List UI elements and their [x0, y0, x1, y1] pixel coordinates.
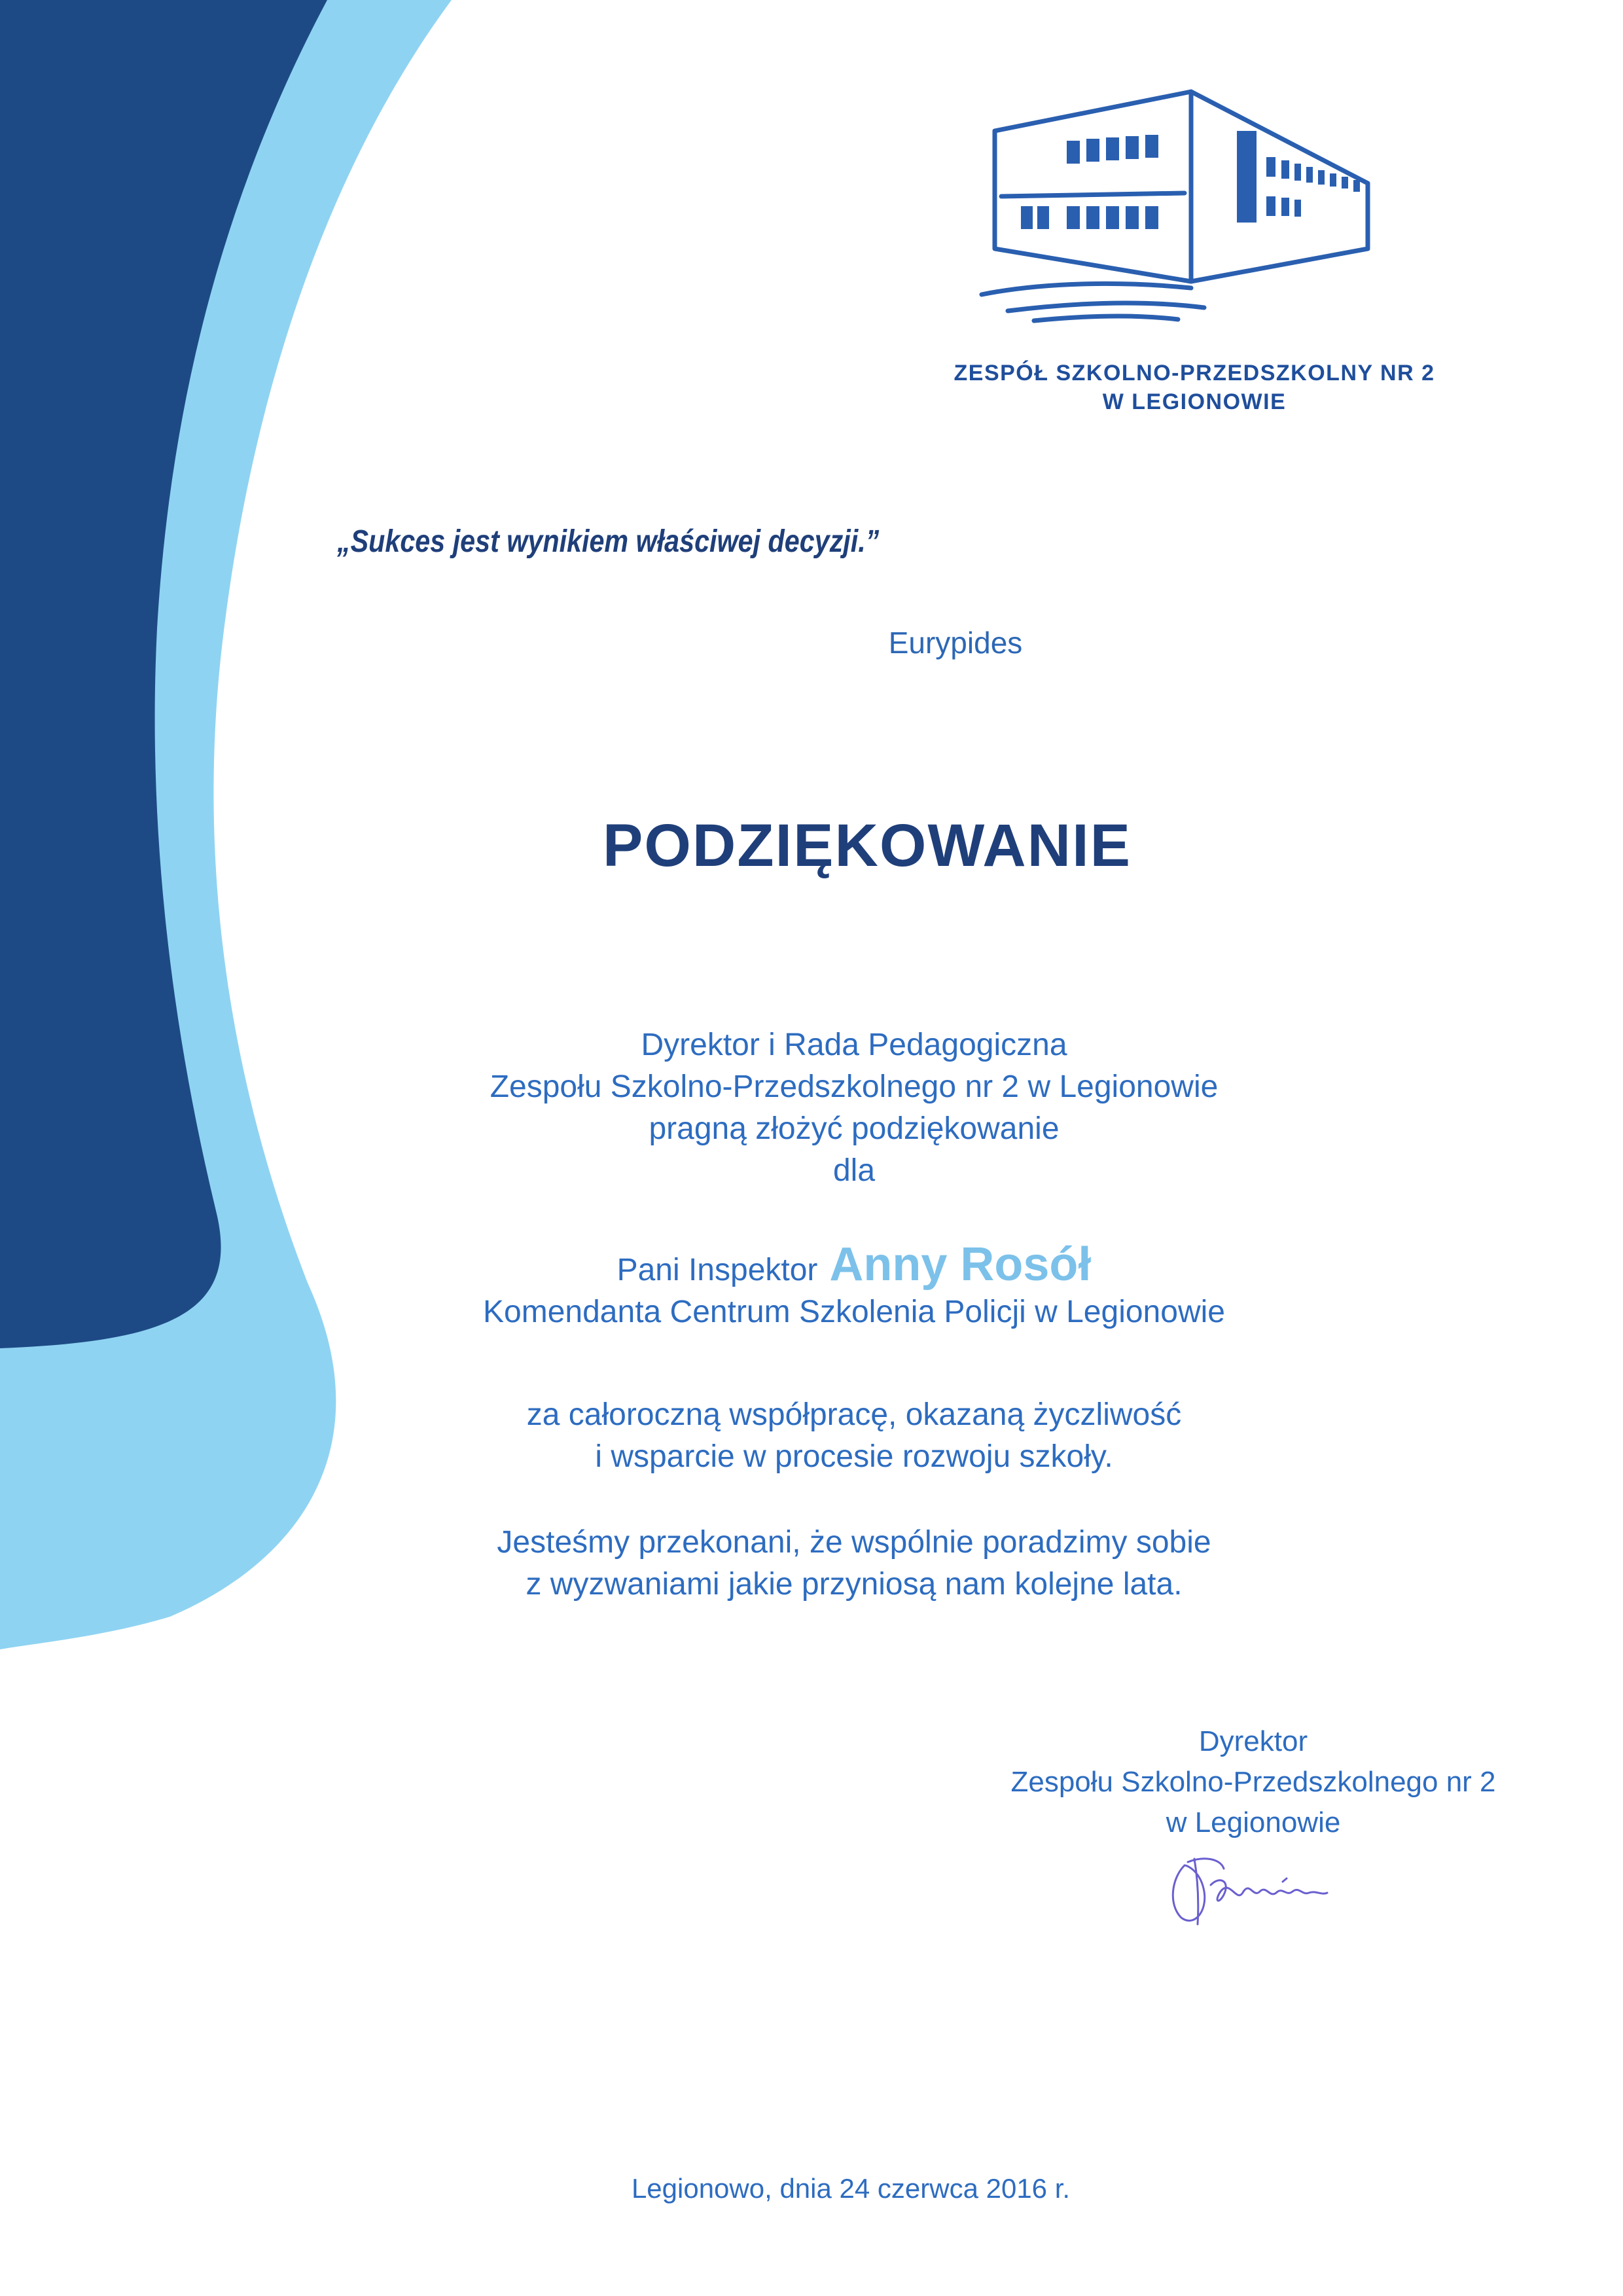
school-name-line1: ZESPÓŁ SZKOLNO-PRZEDSZKOLNY NR 2: [954, 361, 1435, 386]
quote-text: „Sukces jest wynikiem właściwej decyzji.”: [337, 524, 880, 559]
closing-block: [327, 1522, 1381, 1605]
signatory-line: w Legionowie: [1166, 1806, 1341, 1839]
giver-line: pragną złożyć podziękowanie: [649, 1111, 1060, 1146]
giver-line: dla: [832, 1153, 876, 1188]
addressee-block: [327, 1238, 1381, 1333]
reason-line: za całoroczną współpracę, okazaną życzliwość: [526, 1397, 1182, 1432]
closing-line: Jesteśmy przekonani, że wspólnie poradzimy sobie: [497, 1525, 1211, 1560]
quote-author: Eurypides: [888, 626, 1023, 660]
reason-block: [327, 1394, 1381, 1478]
school-name: [851, 359, 1538, 416]
reason-line: i wsparcie w procesie rozwoju szkoły.: [595, 1439, 1113, 1474]
page-title: PODZIĘKOWANIE: [602, 812, 1132, 879]
closing-line: z wyzwaniami jakie przyniosą nam kolejne lata.: [526, 1567, 1183, 1602]
school-building-icon: [969, 85, 1387, 334]
handwritten-signature-icon: [1158, 1846, 1342, 1937]
date-line: Legionowo, dnia 24 czerwca 2016 r.: [631, 2173, 1071, 2204]
addressee-prefix: Pani Inspektor: [616, 1253, 818, 1287]
signatory-block: [942, 1721, 1564, 1843]
giver-block: [327, 1024, 1381, 1192]
giver-line: Zespołu Szkolno-Przedszkolnego nr 2 w Legionowie: [490, 1069, 1219, 1104]
signatory-line: Zespołu Szkolno-Przedszkolnego nr 2: [1010, 1766, 1496, 1798]
school-name-line2: W LEGIONOWIE: [1102, 389, 1287, 414]
signatory-line: Dyrektor: [1198, 1725, 1308, 1757]
addressee-name: Anny Rosół: [829, 1238, 1092, 1291]
giver-line: Dyrektor i Rada Pedagogiczna: [641, 1028, 1067, 1062]
addressee-line: [327, 1238, 1381, 1291]
addressee-role: Komendanta Centrum Szkolenia Policji w Legionowie: [483, 1295, 1225, 1329]
